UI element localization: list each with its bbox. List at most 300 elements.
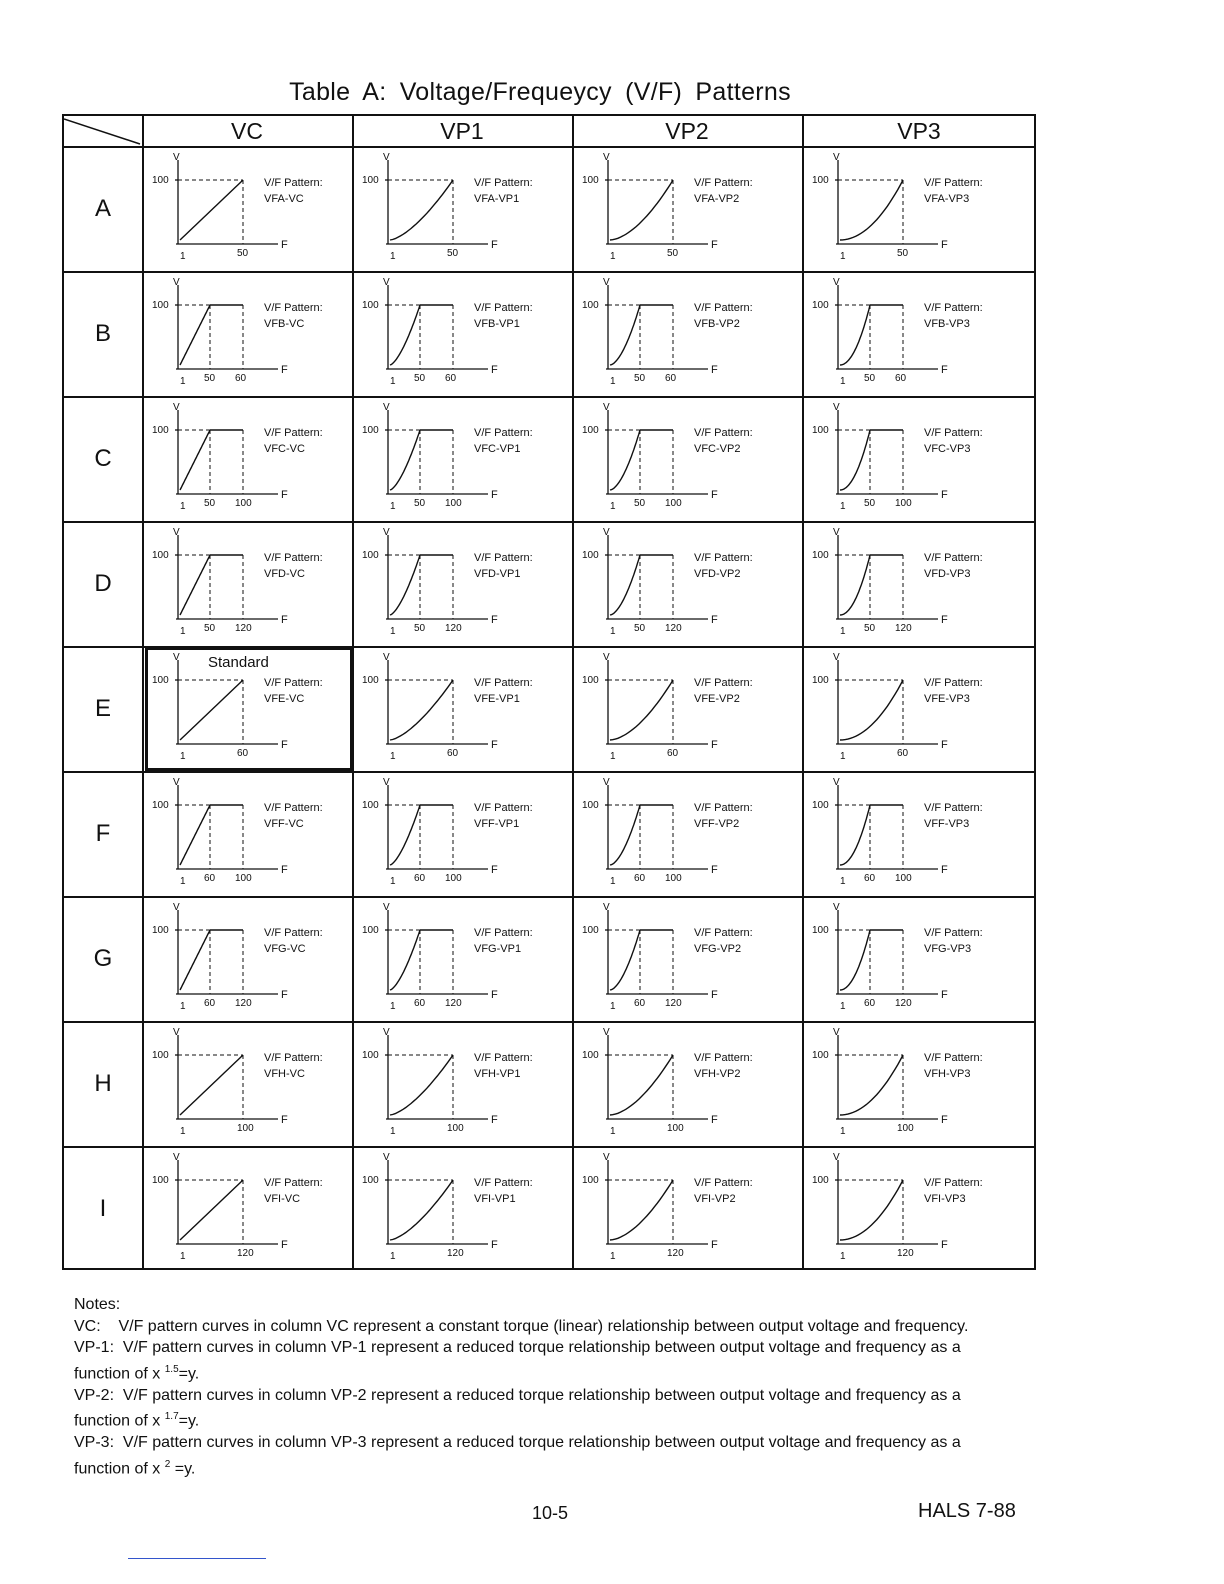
vf-graph-g-vp2 bbox=[580, 900, 790, 1018]
row-divider bbox=[64, 271, 1034, 273]
vf-curve bbox=[390, 430, 420, 490]
f-axis-label: F bbox=[941, 1114, 948, 1126]
note-vp1 bbox=[74, 1337, 1008, 1385]
note-vc-text: V/F pattern curves in column VC represent a constant torque (linear) relationship between output voltage and frequency. bbox=[118, 1317, 969, 1335]
vf-curve bbox=[390, 805, 420, 865]
vf-graph-g-vc bbox=[150, 900, 360, 1018]
pattern-code: VFF-VC bbox=[264, 818, 304, 830]
pattern-caption: V/F Pattern: bbox=[264, 177, 323, 189]
f-axis-label: F bbox=[491, 739, 498, 751]
vf-plot bbox=[360, 775, 570, 893]
v-axis-label: V bbox=[833, 152, 840, 163]
f-axis-label: F bbox=[491, 239, 498, 251]
f-axis-label: F bbox=[941, 364, 948, 376]
v-max-label: 100 bbox=[582, 675, 599, 686]
pattern-code: VFD-VC bbox=[264, 568, 305, 580]
pattern-caption: V/F Pattern: bbox=[474, 1052, 533, 1064]
pattern-code: VFE-VP2 bbox=[694, 693, 740, 705]
vf-graph-d-vp1 bbox=[360, 525, 570, 643]
v-axis-label: V bbox=[383, 277, 390, 288]
pattern-caption: V/F Pattern: bbox=[264, 1177, 323, 1189]
pattern-code: VFG-VC bbox=[264, 943, 306, 955]
notes-heading: Notes: bbox=[74, 1296, 121, 1313]
f-start-label: 1 bbox=[180, 501, 186, 512]
f-axis-label: F bbox=[491, 614, 498, 626]
vf-graph-a-vp3 bbox=[810, 150, 1020, 268]
pattern-caption: V/F Pattern: bbox=[924, 677, 983, 689]
row-divider bbox=[64, 1146, 1034, 1148]
pattern-caption: V/F Pattern: bbox=[924, 802, 983, 814]
max-frequency-label: 100 bbox=[235, 498, 252, 509]
header-divider bbox=[64, 146, 1034, 148]
v-axis-label: V bbox=[383, 527, 390, 538]
vf-plot bbox=[580, 900, 790, 1018]
vf-graph-b-vc bbox=[150, 275, 360, 393]
vf-graph-h-vp3 bbox=[810, 1025, 1020, 1143]
base-frequency-label: 50 bbox=[204, 373, 216, 384]
v-axis-label: V bbox=[383, 777, 390, 788]
v-max-label: 100 bbox=[152, 1050, 169, 1061]
row-label-d: D bbox=[94, 570, 112, 597]
vf-graph-d-vc bbox=[150, 525, 360, 643]
f-start-label: 1 bbox=[390, 1251, 396, 1262]
pattern-caption: V/F Pattern: bbox=[694, 1177, 753, 1189]
f-axis-label: F bbox=[711, 364, 718, 376]
v-axis-label: V bbox=[173, 652, 180, 663]
row-label-g: G bbox=[93, 945, 113, 972]
v-max-label: 100 bbox=[812, 300, 829, 311]
vf-graph-g-vp3 bbox=[810, 900, 1020, 1018]
v-axis-label: V bbox=[173, 1027, 180, 1038]
vf-curve bbox=[610, 805, 640, 865]
footer-rule bbox=[128, 1558, 266, 1559]
base-frequency-label: 100 bbox=[897, 1123, 914, 1134]
v-axis-label: V bbox=[603, 152, 610, 163]
column-divider bbox=[572, 116, 574, 1268]
max-frequency-label: 120 bbox=[895, 998, 912, 1009]
note-vp3 bbox=[74, 1432, 1008, 1480]
pattern-code: VFA-VP2 bbox=[694, 193, 740, 205]
f-axis-label: F bbox=[281, 739, 288, 751]
f-start-label: 1 bbox=[390, 501, 396, 512]
pattern-caption: V/F Pattern: bbox=[924, 177, 983, 189]
max-frequency-label: 100 bbox=[445, 873, 462, 884]
base-frequency-label: 100 bbox=[447, 1123, 464, 1134]
v-max-label: 100 bbox=[362, 425, 379, 436]
v-max-label: 100 bbox=[582, 175, 599, 186]
vf-curve bbox=[840, 180, 903, 240]
f-start-label: 1 bbox=[390, 876, 396, 887]
f-axis-label: F bbox=[941, 239, 948, 251]
vf-plot bbox=[150, 1025, 360, 1143]
vf-curve bbox=[180, 930, 210, 990]
vf-graph-e-vp1 bbox=[360, 650, 570, 768]
pattern-code: VFI-VC bbox=[264, 1193, 301, 1205]
note-vp1-exponent: 1.5 bbox=[164, 1363, 179, 1375]
max-frequency-label: 120 bbox=[665, 998, 682, 1009]
base-frequency-label: 100 bbox=[667, 1123, 684, 1134]
v-axis-label: V bbox=[603, 1152, 610, 1163]
v-max-label: 100 bbox=[812, 425, 829, 436]
base-frequency-label: 60 bbox=[667, 748, 679, 759]
base-frequency-label: 50 bbox=[864, 373, 876, 384]
vf-plot bbox=[810, 650, 1020, 768]
base-frequency-label: 50 bbox=[897, 248, 909, 259]
pattern-caption: V/F Pattern: bbox=[474, 927, 533, 939]
vf-curve bbox=[840, 430, 870, 490]
base-frequency-label: 60 bbox=[414, 873, 426, 884]
vf-graph-d-vp2 bbox=[580, 525, 790, 643]
column-header-vp2: VP2 bbox=[665, 118, 709, 144]
vf-plot bbox=[360, 150, 570, 268]
pattern-caption: V/F Pattern: bbox=[474, 677, 533, 689]
page-number: 10-5 bbox=[532, 1503, 569, 1523]
f-axis-label: F bbox=[941, 489, 948, 501]
vf-curve bbox=[840, 555, 870, 615]
pattern-caption: V/F Pattern: bbox=[694, 302, 753, 314]
base-frequency-label: 120 bbox=[237, 1248, 254, 1259]
f-start-label: 1 bbox=[390, 1126, 396, 1137]
f-axis-label: F bbox=[491, 1239, 498, 1251]
base-frequency-label: 60 bbox=[864, 873, 876, 884]
pattern-caption: V/F Pattern: bbox=[694, 1052, 753, 1064]
f-axis-label: F bbox=[281, 364, 288, 376]
vf-plot bbox=[810, 275, 1020, 393]
pattern-caption: V/F Pattern: bbox=[474, 802, 533, 814]
f-start-label: 1 bbox=[180, 1126, 186, 1137]
f-start-label: 1 bbox=[840, 1001, 846, 1012]
f-axis-label: F bbox=[491, 489, 498, 501]
f-axis-label: F bbox=[711, 1239, 718, 1251]
v-max-label: 100 bbox=[812, 550, 829, 561]
note-vp2-after: =y. bbox=[178, 1412, 200, 1430]
f-axis-label: F bbox=[941, 739, 948, 751]
v-max-label: 100 bbox=[152, 925, 169, 936]
v-axis-label: V bbox=[383, 902, 390, 913]
v-axis-label: V bbox=[833, 1152, 840, 1163]
vf-graph-h-vc bbox=[150, 1025, 360, 1143]
pattern-code: VFH-VP2 bbox=[694, 1068, 741, 1080]
base-frequency-label: 60 bbox=[204, 998, 216, 1009]
v-max-label: 100 bbox=[362, 550, 379, 561]
note-vp2-exponent: 1.7 bbox=[164, 1411, 179, 1423]
vf-plot bbox=[580, 275, 790, 393]
pattern-caption: V/F Pattern: bbox=[474, 427, 533, 439]
max-frequency-label: 100 bbox=[235, 873, 252, 884]
vf-pattern-table bbox=[62, 114, 1036, 1270]
row-label-i: I bbox=[99, 1195, 107, 1222]
pattern-caption: V/F Pattern: bbox=[474, 177, 533, 189]
max-frequency-label: 60 bbox=[235, 373, 247, 384]
v-max-label: 100 bbox=[152, 550, 169, 561]
v-axis-label: V bbox=[173, 152, 180, 163]
v-axis-label: V bbox=[173, 527, 180, 538]
f-start-label: 1 bbox=[180, 1001, 186, 1012]
pattern-caption: V/F Pattern: bbox=[474, 302, 533, 314]
vf-curve bbox=[390, 680, 453, 740]
vf-curve bbox=[610, 430, 640, 490]
vf-graph-b-vp1 bbox=[360, 275, 570, 393]
vf-plot bbox=[150, 900, 360, 1018]
vf-graph-c-vc bbox=[150, 400, 360, 518]
max-frequency-label: 60 bbox=[665, 373, 677, 384]
pattern-code: VFC-VP2 bbox=[694, 443, 741, 455]
row-divider bbox=[64, 396, 1034, 398]
f-start-label: 1 bbox=[180, 626, 186, 637]
pattern-caption: V/F Pattern: bbox=[924, 927, 983, 939]
f-axis-label: F bbox=[281, 614, 288, 626]
column-header-vc: VC bbox=[231, 118, 263, 144]
f-axis-label: F bbox=[711, 739, 718, 751]
v-axis-label: V bbox=[833, 277, 840, 288]
f-axis-label: F bbox=[281, 989, 288, 1001]
pattern-code: VFA-VP3 bbox=[924, 193, 970, 205]
f-axis-label: F bbox=[711, 1114, 718, 1126]
vf-plot bbox=[360, 900, 570, 1018]
v-max-label: 100 bbox=[582, 1175, 599, 1186]
v-axis-label: V bbox=[383, 1027, 390, 1038]
max-frequency-label: 100 bbox=[895, 873, 912, 884]
vf-graph-g-vp1 bbox=[360, 900, 570, 1018]
v-max-label: 100 bbox=[812, 800, 829, 811]
vf-plot bbox=[810, 1025, 1020, 1143]
pattern-caption: V/F Pattern: bbox=[264, 302, 323, 314]
note-vc bbox=[74, 1316, 1008, 1338]
v-max-label: 100 bbox=[812, 1050, 829, 1061]
max-frequency-label: 100 bbox=[445, 498, 462, 509]
v-max-label: 100 bbox=[582, 1050, 599, 1061]
f-axis-label: F bbox=[491, 989, 498, 1001]
pattern-code: VFD-VP3 bbox=[924, 568, 971, 580]
v-max-label: 100 bbox=[362, 675, 379, 686]
f-axis-label: F bbox=[711, 864, 718, 876]
max-frequency-label: 100 bbox=[895, 498, 912, 509]
v-max-label: 100 bbox=[152, 800, 169, 811]
f-axis-label: F bbox=[491, 1114, 498, 1126]
base-frequency-label: 100 bbox=[237, 1123, 254, 1134]
v-axis-label: V bbox=[603, 402, 610, 413]
note-vp2-text: V/F pattern curves in column VP-2 represent a reduced torque relationship between output voltage and frequency as a function of x bbox=[74, 1386, 961, 1430]
pattern-code: VFB-VP1 bbox=[474, 318, 520, 330]
row-label-e: E bbox=[94, 695, 111, 722]
vf-plot bbox=[150, 775, 360, 893]
pattern-caption: V/F Pattern: bbox=[924, 1177, 983, 1189]
vf-curve bbox=[610, 305, 640, 365]
v-max-label: 100 bbox=[812, 175, 829, 186]
f-start-label: 1 bbox=[610, 751, 616, 762]
pattern-code: VFE-VP1 bbox=[474, 693, 520, 705]
diagonal-line bbox=[64, 119, 140, 144]
max-frequency-label: 120 bbox=[445, 998, 462, 1009]
vf-graph-b-vp3 bbox=[810, 275, 1020, 393]
v-axis-label: V bbox=[383, 652, 390, 663]
f-axis-label: F bbox=[711, 989, 718, 1001]
f-start-label: 1 bbox=[840, 1126, 846, 1137]
vf-plot bbox=[810, 900, 1020, 1018]
vf-curve bbox=[610, 180, 673, 240]
vf-plot bbox=[580, 650, 790, 768]
pattern-caption: V/F Pattern: bbox=[924, 1052, 983, 1064]
pattern-code: VFF-VP2 bbox=[694, 818, 740, 830]
v-axis-label: V bbox=[383, 152, 390, 163]
vf-curve bbox=[180, 180, 243, 240]
row-divider bbox=[64, 771, 1034, 773]
vf-plot bbox=[360, 400, 570, 518]
column-header-vp1: VP1 bbox=[440, 118, 484, 144]
v-axis-label: V bbox=[833, 1027, 840, 1038]
v-axis-label: V bbox=[833, 402, 840, 413]
base-frequency-label: 50 bbox=[204, 498, 216, 509]
base-frequency-label: 50 bbox=[667, 248, 679, 259]
f-start-label: 1 bbox=[390, 1001, 396, 1012]
f-axis-label: F bbox=[941, 864, 948, 876]
pattern-caption: V/F Pattern: bbox=[694, 927, 753, 939]
pattern-code: VFH-VP3 bbox=[924, 1068, 971, 1080]
vf-plot bbox=[150, 525, 360, 643]
f-start-label: 1 bbox=[180, 1251, 186, 1262]
vf-plot bbox=[580, 775, 790, 893]
v-max-label: 100 bbox=[812, 925, 829, 936]
vf-curve bbox=[840, 1055, 903, 1115]
row-divider bbox=[64, 1021, 1034, 1023]
pattern-caption: V/F Pattern: bbox=[264, 1052, 323, 1064]
v-axis-label: V bbox=[173, 402, 180, 413]
base-frequency-label: 120 bbox=[447, 1248, 464, 1259]
pattern-code: VFG-VP1 bbox=[474, 943, 522, 955]
vf-plot bbox=[360, 525, 570, 643]
vf-graph-f-vp1 bbox=[360, 775, 570, 893]
vf-plot bbox=[580, 1025, 790, 1143]
max-frequency-label: 100 bbox=[665, 873, 682, 884]
vf-curve bbox=[390, 555, 420, 615]
vf-curve bbox=[390, 1180, 453, 1240]
vf-plot bbox=[150, 150, 360, 268]
pattern-caption: V/F Pattern: bbox=[264, 802, 323, 814]
vf-graph-c-vp1 bbox=[360, 400, 570, 518]
v-max-label: 100 bbox=[582, 800, 599, 811]
f-axis-label: F bbox=[281, 1239, 288, 1251]
v-max-label: 100 bbox=[362, 1175, 379, 1186]
f-start-label: 1 bbox=[840, 501, 846, 512]
vf-plot bbox=[580, 1150, 790, 1268]
vf-curve bbox=[610, 1180, 673, 1240]
row-label-a: A bbox=[94, 195, 111, 222]
pattern-caption: V/F Pattern: bbox=[924, 427, 983, 439]
vf-graph-h-vp2 bbox=[580, 1025, 790, 1143]
v-axis-label: V bbox=[173, 1152, 180, 1163]
note-vc-label: VC: bbox=[74, 1317, 101, 1335]
pattern-caption: V/F Pattern: bbox=[474, 552, 533, 564]
v-max-label: 100 bbox=[152, 425, 169, 436]
max-frequency-label: 100 bbox=[665, 498, 682, 509]
note-vp1-after: =y. bbox=[178, 1365, 200, 1383]
row-divider bbox=[64, 521, 1034, 523]
row-label-b: B bbox=[94, 320, 111, 347]
table-title: Table A: Voltage/Frequeycy (V/F) Patterns bbox=[289, 78, 791, 106]
vf-graph-f-vc bbox=[150, 775, 360, 893]
f-start-label: 1 bbox=[610, 251, 616, 262]
pattern-code: VFD-VP1 bbox=[474, 568, 521, 580]
v-axis-label: V bbox=[173, 277, 180, 288]
f-axis-label: F bbox=[281, 489, 288, 501]
note-vp3-after: =y. bbox=[174, 1460, 196, 1478]
base-frequency-label: 60 bbox=[204, 873, 216, 884]
vf-graph-a-vc bbox=[150, 150, 360, 268]
v-axis-label: V bbox=[173, 777, 180, 788]
v-max-label: 100 bbox=[582, 550, 599, 561]
vf-graph-d-vp3 bbox=[810, 525, 1020, 643]
vf-plot bbox=[150, 275, 360, 393]
vf-plot bbox=[360, 650, 570, 768]
f-axis-label: F bbox=[491, 864, 498, 876]
f-start-label: 1 bbox=[610, 876, 616, 887]
max-frequency-label: 120 bbox=[665, 623, 682, 634]
document-code: HALS 7-88 bbox=[918, 1500, 1016, 1522]
f-start-label: 1 bbox=[610, 1251, 616, 1262]
vf-graph-b-vp2 bbox=[580, 275, 790, 393]
base-frequency-label: 60 bbox=[634, 998, 646, 1009]
f-axis-label: F bbox=[711, 614, 718, 626]
pattern-caption: V/F Pattern: bbox=[694, 552, 753, 564]
f-start-label: 1 bbox=[610, 376, 616, 387]
pattern-code: VFA-VP1 bbox=[474, 193, 520, 205]
column-divider bbox=[802, 116, 804, 1268]
f-start-label: 1 bbox=[610, 501, 616, 512]
pattern-code: VFC-VC bbox=[264, 443, 305, 455]
note-vp2-label: VP-2: bbox=[74, 1386, 115, 1404]
pattern-code: VFF-VP3 bbox=[924, 818, 970, 830]
v-axis-label: V bbox=[833, 777, 840, 788]
vf-graph-i-vp2 bbox=[580, 1150, 790, 1268]
vf-graph-h-vp1 bbox=[360, 1025, 570, 1143]
f-start-label: 1 bbox=[390, 751, 396, 762]
note-vp1-text: V/F pattern curves in column VP-1 represent a reduced torque relationship between output voltage and frequency as a function of x bbox=[74, 1339, 961, 1383]
base-frequency-label: 50 bbox=[204, 623, 216, 634]
base-frequency-label: 50 bbox=[864, 498, 876, 509]
pattern-caption: V/F Pattern: bbox=[924, 302, 983, 314]
vf-curve bbox=[840, 930, 870, 990]
pattern-caption: V/F Pattern: bbox=[264, 427, 323, 439]
v-axis-label: V bbox=[383, 402, 390, 413]
vf-graph-c-vp3 bbox=[810, 400, 1020, 518]
vf-curve bbox=[840, 680, 903, 740]
pattern-code: VFE-VP3 bbox=[924, 693, 970, 705]
v-axis-label: V bbox=[833, 527, 840, 538]
v-max-label: 100 bbox=[362, 800, 379, 811]
note-vp3-exponent: 2 bbox=[164, 1458, 171, 1470]
max-frequency-label: 120 bbox=[235, 998, 252, 1009]
f-axis-label: F bbox=[281, 1114, 288, 1126]
pattern-code: VFG-VP2 bbox=[694, 943, 742, 955]
base-frequency-label: 50 bbox=[864, 623, 876, 634]
base-frequency-label: 120 bbox=[667, 1248, 684, 1259]
pattern-code: VFE-VC bbox=[264, 693, 305, 705]
v-max-label: 100 bbox=[812, 675, 829, 686]
vf-curve bbox=[180, 555, 210, 615]
vf-graph-f-vp3 bbox=[810, 775, 1020, 893]
vf-plot bbox=[580, 150, 790, 268]
v-axis-label: V bbox=[383, 1152, 390, 1163]
pattern-caption: V/F Pattern: bbox=[924, 552, 983, 564]
v-max-label: 100 bbox=[152, 300, 169, 311]
pattern-code: VFG-VP3 bbox=[924, 943, 972, 955]
pattern-code: VFF-VP1 bbox=[474, 818, 520, 830]
vf-plot bbox=[580, 525, 790, 643]
vf-curve bbox=[180, 805, 210, 865]
v-max-label: 100 bbox=[812, 1175, 829, 1186]
note-vp2 bbox=[74, 1385, 1008, 1433]
max-frequency-label: 60 bbox=[445, 373, 457, 384]
